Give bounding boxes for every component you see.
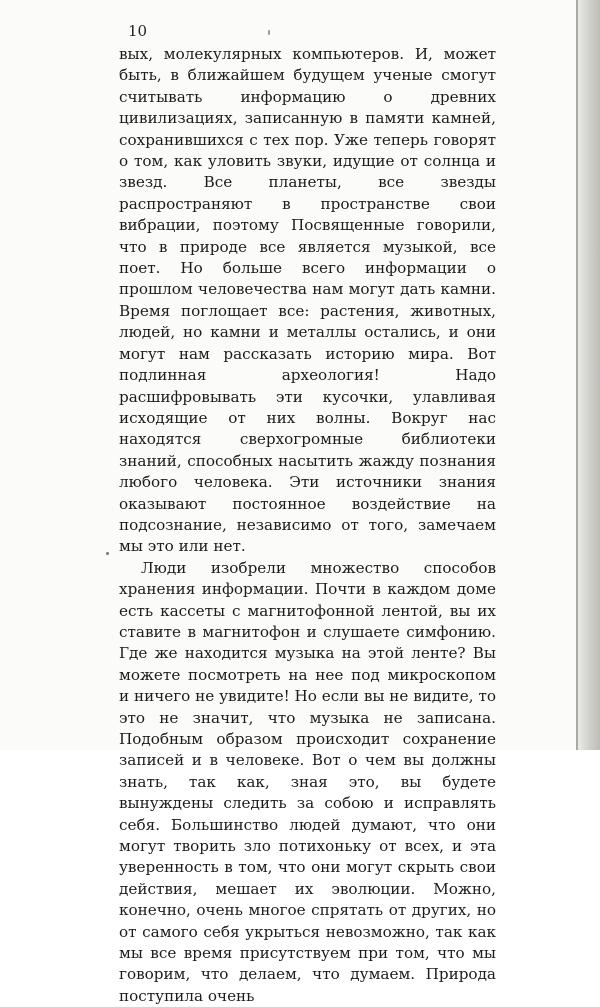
- scan-speck: [268, 30, 270, 35]
- paragraph-1: вых, молекулярных компьютеров. И, может быть, в ближайшем будущем ученые смогут считывать информацию о древних цивилизациях, записанную в памяти камней, сохранившихся с тех пор. Уже теперь говорят о том, как уловить звуки, идущие от солнца и звезд. Все планеты, все звезды распространяют в пространстве свои вибрации, поэтому Посвященные говорили, что в природе все является музыкой, все поет. Но больше всего информации о прошлом человечества нам могут дать камни. Время поглощает все: растения, животных, людей, но камни и металлы остались, и они могут нам рассказать историю мира. Вот подлинная археология! Надо расшифровывать эти кусочки, улавливая исходящие от них волны. Вокруг нас находятся сверхогромные библиотеки знаний, способных насытить жажду познания любого человека. Эти источники знания оказывают постоянное воздействие на подсознание, независимо от того, замечаем мы это или нет.: [119, 45, 496, 556]
- page-edge: [578, 0, 600, 750]
- scan-speck: [106, 552, 109, 555]
- paragraph-2: Люди изобрели множество способов хранения информации. Почти в каждом доме есть кассеты с магнитофонной лентой, вы их ставите в магнитофон и слушаете симфонию. Где же находится музыка на этой ленте? Вы можете посмотреть на нее под микроскопом и ничего не увидите! Но если вы не видите, то это не значит, что музыка не записана. Подобным образом происходит сохранение записей и в человеке. Вот о чем вы должны знать, так как, зная это, вы будете вынуждены следить за собою и исправлять себя. Большинство людей думают, что они могут творить зло потихоньку от всех, и эта уверенность в том, что они могут скрыть свои действия, мешает их эволюции. Можно, конечно, очень многое спрятать от других, но от самого себя укрыться невозможно, так как мы все время присутствуем при том, что мы говорим, что делаем, что думаем. Природа поступила очень: [119, 558, 496, 1005]
- page-number: 10: [128, 22, 148, 40]
- body-text: [119, 44, 496, 1007]
